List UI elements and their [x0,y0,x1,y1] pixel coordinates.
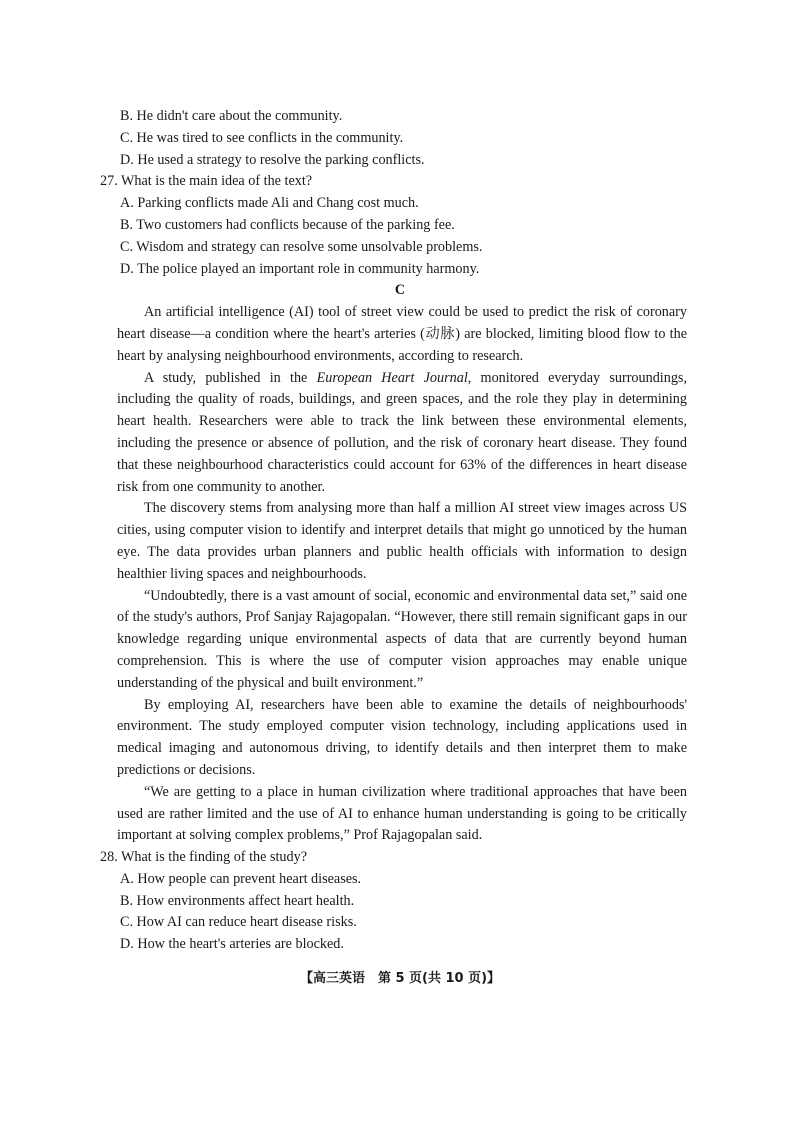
page-footer: 【高三英语 第 5 页(共 10 页)】 [299,971,501,987]
paragraph-1: An artificial intelligence (AI) tool of street view could be used to predict the risk of coronary heart disease—a condition where the heart's arteries (动脉) are blocked, limiting blood flow to the heart by analysing neighbourhood environments, according to research. [117,304,687,364]
q27-stem: 27. What is the main idea of the text? [100,173,313,190]
page-content [100,106,690,956]
journal-name: European Heart Journal [316,369,468,386]
q28-option-d: D. How the heart's arteries are blocked. [120,936,344,953]
q27-option-b: B. Two customers had conflicts because of the parking fee. [120,216,455,233]
q28-option-c: C. How AI can reduce heart disease risks. [120,914,357,931]
q28-option-a: A. How people can prevent heart diseases. [120,870,362,887]
q26-option-c: C. He was tired to see conflicts in the community. [120,129,404,146]
q26-option-d: D. He used a strategy to resolve the parking conflicts. [120,151,425,168]
q28-stem: 28. What is the finding of the study? [100,849,308,866]
q26-option-b: B. He didn't care about the community. [120,108,343,124]
paragraph-4: “Undoubtedly, there is a vast amount of social, economic and environmental data set,” said one of the study's authors, Prof Sanjay Rajagopalan. “However, there still remain significant gaps in our knowledge regarding unique environmental aspects of data that are currently beyond human comprehension. This is where the use of computer vision approaches may enable unique understanding of the physical and built environment.” [117,587,687,691]
paragraph-2-after: , monitored everyday surroundings, including the quality of roads, buildings, and green spaces, and the role they play in determining heart health. Researchers were able to track the link between these environmental elements, including the presence or absence of pollution, and the risk of coronary heart disease. They found that these neighbourhood characteristics could account for 63% of the differences in heart disease risk from one community to another. [117,369,687,495]
paragraph-5: By employing AI, researchers have been able to examine the details of neighbourhoods' environment. The study employed computer vision technology, including applications used in medical imaging and autonomous driving, to identify details and then interpret them to make predictions or decisions. [117,696,687,778]
paragraph-2 [117,368,687,499]
paragraph-3: The discovery stems from analysing more than half a million AI street view images across US cities, using computer vision to identify and interpret details that might go unnoticed by the human eye. The data provides urban planners and public health officials with information to design healthier living spaces and neighbourhoods. [117,500,687,582]
paragraph-2-before: A study, published in the [144,369,317,386]
q27-option-c: C. Wisdom and strategy can resolve some unsolvable problems. [120,238,483,255]
section-heading: C [394,282,406,299]
paragraph-6: “We are getting to a place in human civilization where traditional approaches that have been used are rather limited and the use of AI to enhance human understanding is going to be critically important at solving complex problems,” Prof Rajagopalan said. [117,783,687,844]
q27-option-a: A. Parking conflicts made Ali and Chang cost much. [120,195,419,212]
q28-option-b: B. How environments affect heart health. [120,892,355,909]
q27-option-d: D. The police played an important role in community harmony. [120,260,480,277]
